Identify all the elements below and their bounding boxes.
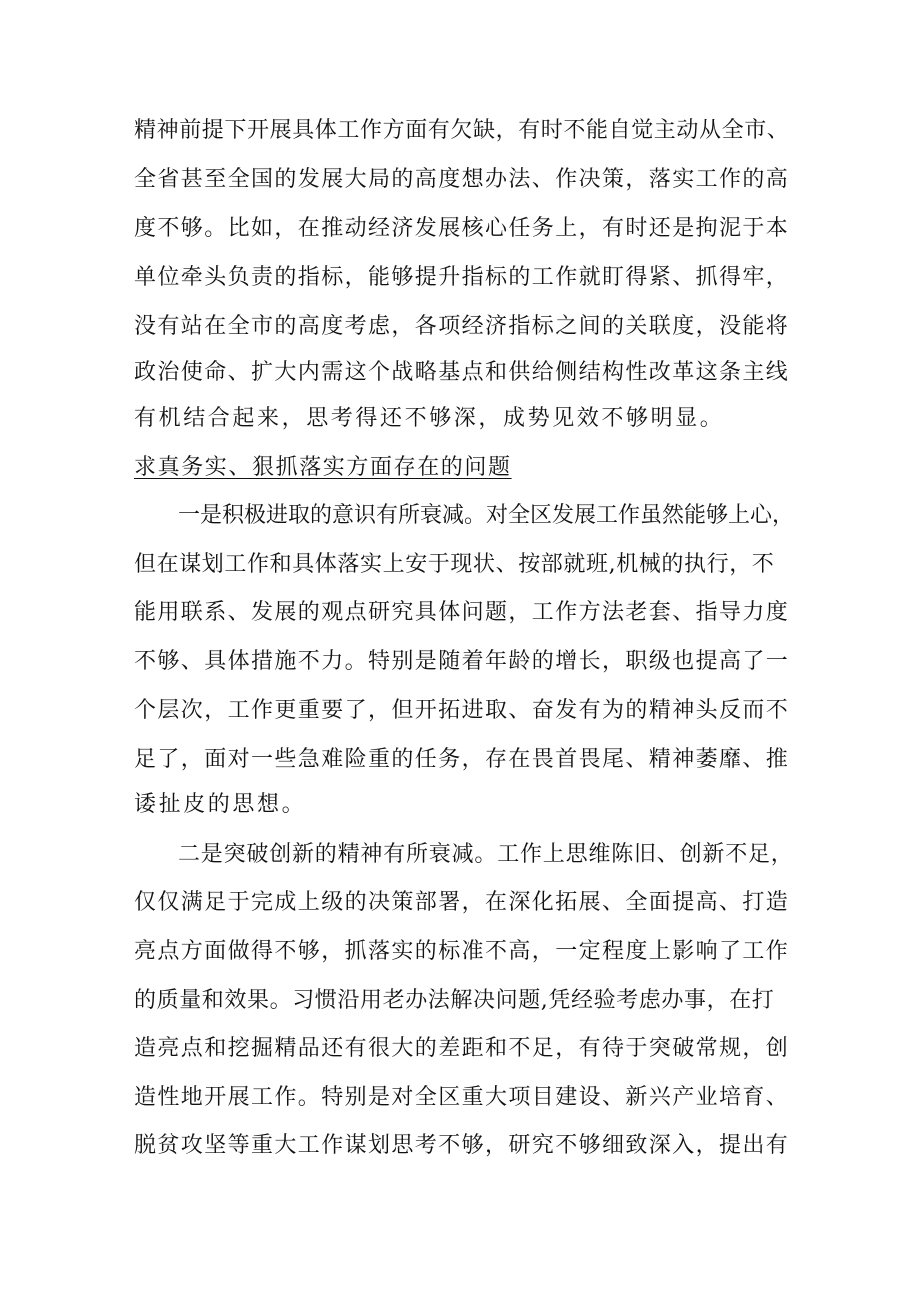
paragraph-1-line-2: 全省甚至全国的发展大局的高度想办法、作决策，落实工作的高 xyxy=(134,167,790,192)
paragraph-1-line-1: 精神前提下开展具体工作方面有欠缺，有时不能自觉主动从全市、 xyxy=(134,118,790,143)
paragraph-2-line-3: 能用联系、发展的观点研究具体问题，工作方法老套、指导力度 xyxy=(134,600,790,625)
paragraph-3-line-4: 的质量和效果。习惯沿用老办法解决问题,凭经验考虑办事，在打 xyxy=(134,988,775,1013)
paragraph-2-line-1: 一是积极进取的意识有所衰减。对全区发展工作虽然能够上心， xyxy=(178,503,795,528)
paragraph-3-line-3: 亮点方面做得不够，抓落实的标准不高，一定程度上影响了工作 xyxy=(134,939,790,964)
section-heading: 求真务实、狠抓落实方面存在的问题 xyxy=(134,455,512,480)
paragraph-1-line-3: 度不够。比如，在推动经济发展核心任务上，有时还是拘泥于本 xyxy=(134,216,790,241)
paragraph-3-line-2: 仅仅满足于完成上级的决策部署，在深化拓展、全面提高、打造 xyxy=(134,890,790,915)
paragraph-2-line-7: 诿扯皮的思想。 xyxy=(134,792,307,817)
paragraph-3-line-7: 脱贫攻坚等重大工作谋划思考不够，研究不够细致深入，提出有 xyxy=(134,1133,790,1158)
paragraph-1-line-4: 单位牵头负责的指标，能够提升指标的工作就盯得紧、抓得牢， xyxy=(134,265,790,290)
paragraph-1-line-6: 政治使命、扩大内需这个战略基点和供给侧结构性改革这条主线 xyxy=(134,360,790,385)
paragraph-2-line-2: 但在谋划工作和具体落实上安于现状、按部就班,机械的执行，不 xyxy=(134,552,775,577)
paragraph-1-line-7: 有机结合起来，思考得还不够深，成势见效不够明显。 xyxy=(134,406,725,431)
paragraph-1-line-5: 没有站在全市的高度考虑，各项经济指标之间的关联度，没能将 xyxy=(134,314,790,339)
paragraph-2-line-5: 个层次，工作更重要了，但开拓进取、奋发有为的精神头反而不 xyxy=(134,698,790,723)
paragraph-3-line-1: 二是突破创新的精神有所衰减。工作上思维陈旧、创新不足， xyxy=(178,842,794,867)
paragraph-3-line-6: 造性地开展工作。特别是对全区重大项目建设、新兴产业培育、 xyxy=(134,1085,790,1110)
paragraph-2-line-4: 不够、具体措施不力。特别是随着年龄的增长，职级也提高了一 xyxy=(134,649,790,674)
paragraph-2-line-6: 足了，面对一些急难险重的任务，存在畏首畏尾、精神萎靡、推 xyxy=(134,747,790,772)
paragraph-3-line-5: 造亮点和挖掘精品还有很大的差距和不足，有待于突破常规，创 xyxy=(134,1036,790,1061)
